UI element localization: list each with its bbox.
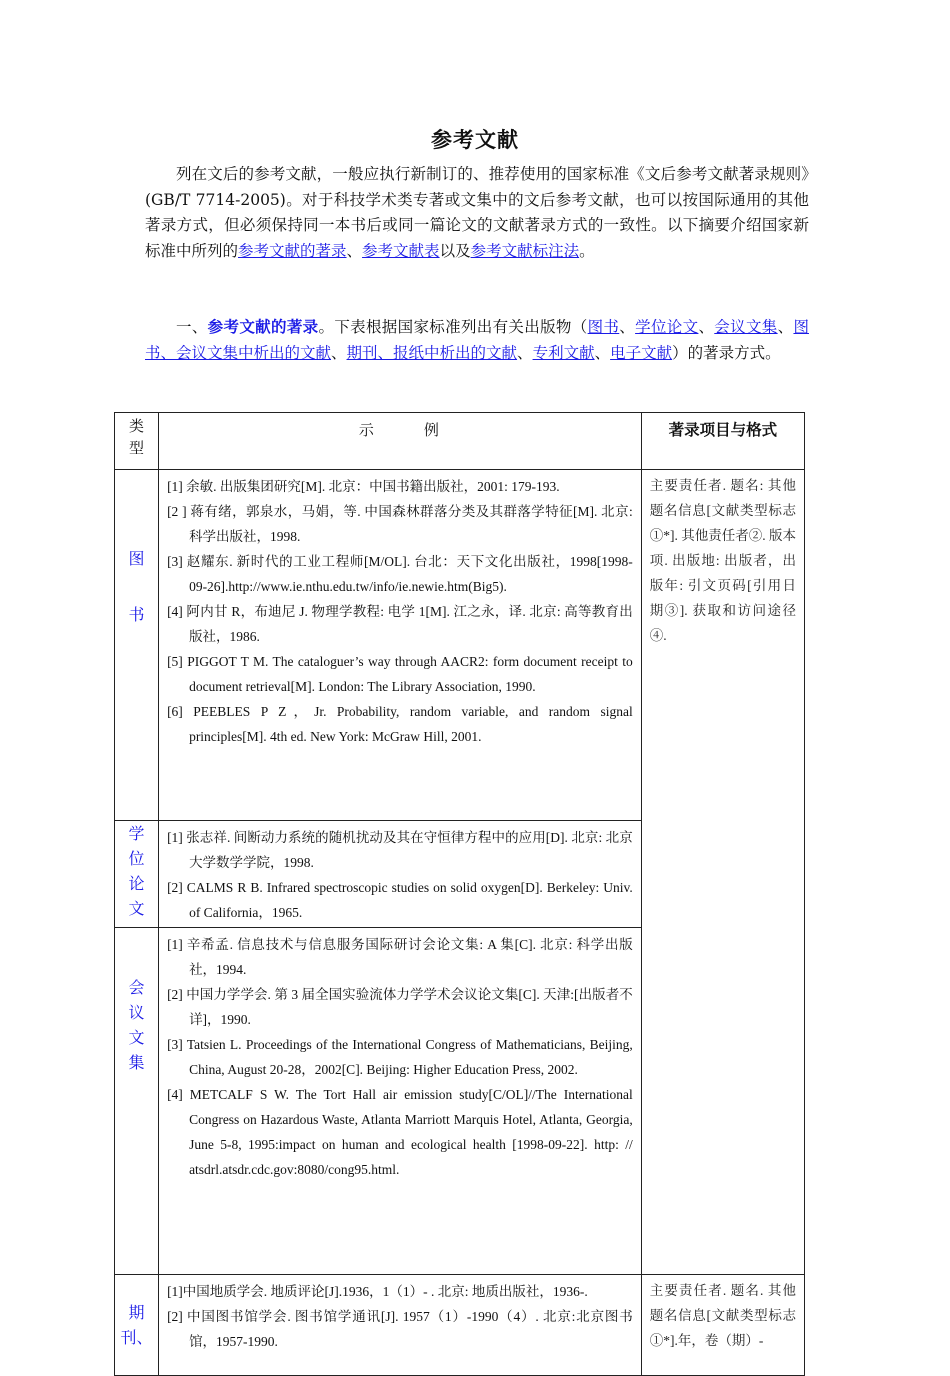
row-examples-proceedings — [159, 928, 642, 1275]
table-header-row — [115, 413, 805, 470]
page-title: 参考文献 — [431, 127, 519, 152]
list-item: [1]中国地质学会. 地质评论[J].1936，1（1）- . 北京: 地质出版社，1936-. — [167, 1284, 588, 1299]
row-type-proceedings: 会 议 文 集 — [115, 928, 159, 1275]
header-type: 类 型 — [115, 413, 159, 470]
list-item: [3] 赵耀东. 新时代的工业工程师[M/OL]. 台北：天下文化出版社，1998[1998-09-26].http://www.ie.nthu.edu.tw/info/ie.newie.htm(Big5). — [167, 554, 633, 594]
section1-paragraph: 一、参考文献的著录。下表根据国家标准列出有关出版物（图书、学位论文、会议文集、图书、会议文集中析出的文献、期刊、报纸中析出的文献、专利文献、电子文献）的著录方式。 — [145, 317, 809, 362]
header-example: 示 例 — [159, 413, 642, 470]
list-item: [1] 辛希孟. 信息技术与信息服务国际研讨会论文集: A 集[C]. 北京: 科学出版社，1994. — [167, 937, 633, 977]
link-electronic[interactable]: 电子文献 — [610, 343, 673, 362]
list-item: [2] 中国力学学会. 第 3 届全国实验流体力学学术会议论文集[C]. 天津:[出版者不详]，1990. — [167, 987, 633, 1027]
link-reference-list[interactable]: 参考文献表 — [362, 241, 440, 260]
list-item: [2] 中国图书馆学会. 图书馆学通讯[J]. 1957（1）-1990（4）. 北京:北京图书馆，1957-1990. — [167, 1309, 633, 1349]
table-row — [115, 470, 805, 821]
list-item: [6] PEEBLES P Z，Jr. Probability, random variable, and random signal principles[M]. 4th ed. New York: McGraw Hill, 2001. — [167, 704, 633, 744]
list-item: [4] METCALF S W. The Tort Hall air emission study[C/OL]//The International Congress on Hazardous Waste, Atlanta Marriott Marquis Hotel, Atlanta, Georgia, June 5-8, 1995:impact on human and ecological health [1998-09-22]. http: // atsdrl.atsdr.cdc.gov:8080/cong95.html. — [167, 1087, 633, 1177]
row-type-theses: 学 位 论 文 — [115, 821, 159, 928]
intro-paragraph: 列在文后的参考文献，一般应执行新制订的、推荐使用的国家标准《文后参考文献著录规则》(GB/T 7714-2005)。对于科技学术类专著或文集中的文后参考文献，也可以按国际通用的其他著录方式，但必须保持同一本书后或同一篇论文的文献著录方式的一致性。以下摘要介绍国家新标准中所列的参考文献的著录、参考文献表以及参考文献标注法。 — [145, 165, 809, 260]
row-type-books: 图 书 — [115, 470, 159, 821]
link-theses[interactable]: 学位论文 — [635, 318, 699, 336]
format-periodical: 主要责任者. 题名. 其他题名信息[文献类型标志①*].年，卷（期）- — [641, 1275, 804, 1376]
row-examples-periodicals — [159, 1275, 642, 1376]
row-examples-theses — [159, 821, 642, 928]
table-row — [115, 1275, 805, 1376]
link-patents[interactable]: 专利文献 — [532, 343, 595, 362]
list-item: [3] Tatsien L. Proceedings of the International Congress of Mathematicians, Beijing, China, August 20-28，2002[C]. Beijing: Higher Education Press, 2002. — [167, 1037, 633, 1077]
intro-text: 列在文后的参考文献，一般应执行新制订的、推荐使用的国家标准《文后参考文献著录规则》(GB/T 7714-2005)。对于科技学术类专著或文集中的文后参考文献，也可以按国际通用的其他著录方式，但必须保持同一本书后或同一篇论文的文献著录方式的一致性。以下摘要介绍国家新标准中所列的 — [145, 165, 809, 260]
format-book-family: 主要责任者. 题名: 其他题名信息[文献类型标志①*]. 其他责任者②. 版本项. 出版地: 出版者，出版年: 引文页码[引用日期③]. 获取和访问途径④. — [641, 470, 804, 1275]
section1-heading: 参考文献的著录 — [207, 317, 319, 336]
list-item: [1] 余敏. 出版集团研究[M]. 北京：中国书籍出版社，2001: 179-193. — [167, 479, 560, 494]
list-item: [1] 张志祥. 间断动力系统的随机扰动及其在守恒律方程中的应用[D]. 北京: 北京大学数学学院，1998. — [167, 830, 633, 870]
list-item: [2] CALMS R B. Infrared spectroscopic studies on solid oxygen[D]. Berkeley: Univ. of California，1965. — [167, 880, 633, 920]
row-examples-books — [159, 470, 642, 821]
list-item: [2 ] 蒋有绪，郭泉水，马娟，等. 中国森林群落分类及其群落学特征[M]. 北京: 科学出版社，1998. — [167, 504, 633, 544]
link-reference-entry[interactable]: 参考文献的著录 — [238, 241, 347, 260]
link-citation-method[interactable]: 参考文献标注法 — [470, 241, 580, 260]
link-analytics[interactable]: 图书、会议文集中析出的文献 — [145, 318, 809, 362]
link-books[interactable]: 图书 — [587, 318, 620, 336]
link-periodicals[interactable]: 期刊、报纸中析出的文献 — [346, 343, 518, 362]
list-item: [5] PIGGOT T M. The cataloguer’s way through AACR2: form document receipt to document retrieval[M]. London: The Library Association, 1990. — [167, 654, 633, 694]
list-item: [4] 阿内甘 R，布迪尼 J. 物理学教程: 电学 1[M]. 江之永，译. 北京: 高等教育出版社，1986. — [167, 604, 633, 644]
row-type-periodicals: 期 刊、 — [115, 1275, 159, 1376]
header-format: 著录项目与格式 — [641, 413, 804, 470]
link-proceedings[interactable]: 会议文集 — [714, 318, 778, 336]
reference-format-table — [114, 412, 805, 1376]
